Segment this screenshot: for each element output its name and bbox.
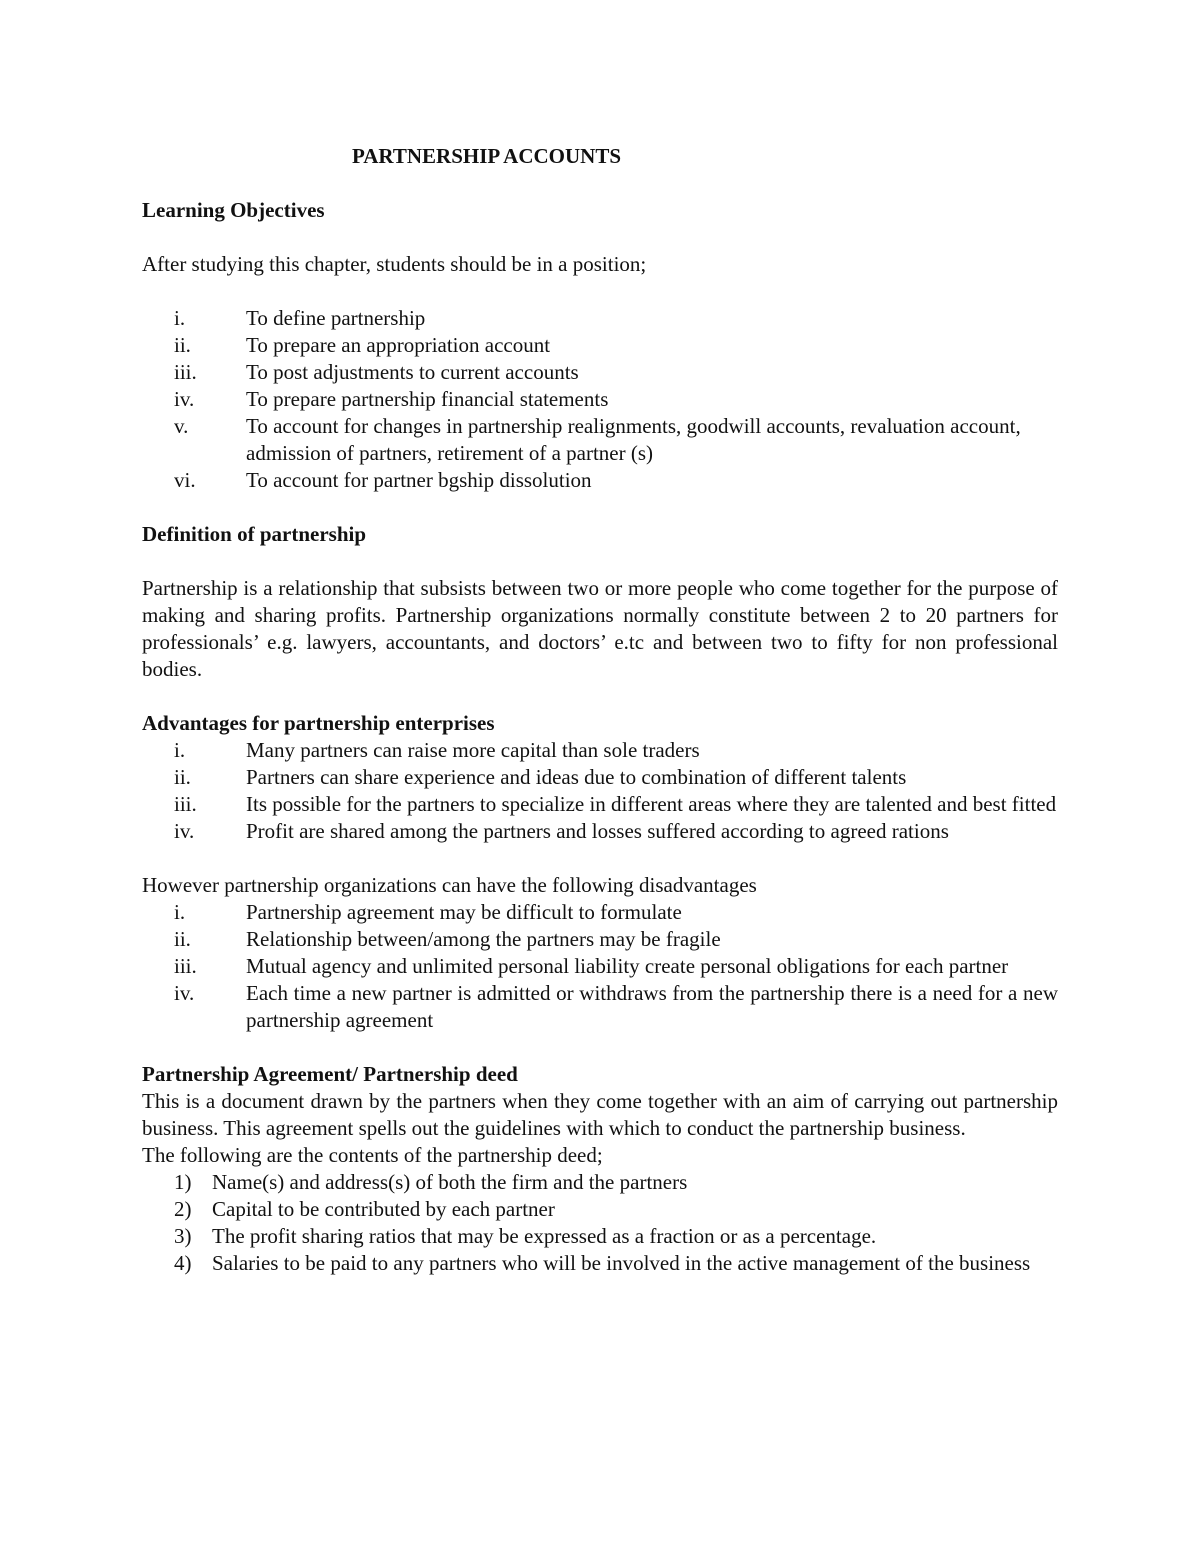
list-number: iii. [174, 360, 197, 384]
list-number: i. [174, 738, 186, 762]
list-number: i. [174, 900, 186, 924]
agreement-contents-intro: The following are the contents of the partnership deed; [142, 1143, 603, 1167]
disadvantages-intro: However partnership organizations can have the following disadvantages [142, 873, 757, 897]
list-item [142, 386, 1058, 413]
agreement-contents-list [142, 1169, 1058, 1277]
list-item [142, 818, 1058, 845]
list-text: Relationship between/among the partners may be fragile [246, 927, 721, 951]
learning-objectives-list [142, 305, 1058, 494]
list-item [142, 1196, 1058, 1223]
learning-objectives-heading: Learning Objectives [142, 198, 325, 222]
list-item [142, 1250, 1058, 1277]
list-item [142, 1223, 1058, 1250]
agreement-paragraph: This is a document drawn by the partners when they come together with an aim of carrying out partnership business. This agreement spells out the guidelines with which to conduct the partnership business. [142, 1089, 1058, 1140]
list-text: To prepare an appropriation account [246, 333, 551, 357]
list-item [142, 980, 1058, 1034]
list-text: To account for partner bgship dissolution [246, 468, 592, 492]
list-text: Salaries to be paid to any partners who will be involved in the active management of the business [212, 1251, 1031, 1275]
list-text: To post adjustments to current accounts [246, 360, 579, 384]
list-number: 4) [174, 1251, 192, 1275]
list-item [142, 926, 1058, 953]
list-item [142, 467, 1058, 494]
list-text: Many partners can raise more capital than sole traders [246, 738, 700, 762]
list-number: 2) [174, 1197, 192, 1221]
list-number: ii. [174, 765, 191, 789]
learning-objectives-intro: After studying this chapter, students should be in a position; [142, 252, 647, 276]
list-item [142, 413, 1058, 467]
list-item [142, 305, 1058, 332]
definition-heading: Definition of partnership [142, 522, 367, 546]
list-text: To prepare partnership financial statements [246, 387, 609, 411]
document-title: PARTNERSHIP ACCOUNTS [352, 144, 622, 168]
list-number: ii. [174, 927, 191, 951]
list-item [142, 953, 1058, 980]
list-number: ii. [174, 333, 191, 357]
list-number: iii. [174, 954, 197, 978]
disadvantages-list [142, 899, 1058, 1034]
document-page [142, 143, 1058, 1277]
list-text: Its possible for the partners to specialize in different areas where they are talented and best fitted [246, 792, 1057, 816]
list-text: Partners can share experience and ideas due to combination of different talents [246, 765, 907, 789]
list-item [142, 332, 1058, 359]
list-text: Partnership agreement may be difficult to formulate [246, 900, 682, 924]
list-item [142, 1169, 1058, 1196]
list-text: Capital to be contributed by each partner [212, 1197, 555, 1221]
definition-paragraph: Partnership is a relationship that subsists between two or more people who come together for the purpose of making and sharing profits. Partnership organizations normally constitute between 2 to 20 partners for professionals’ e.g. lawyers, accountants, and doctors’ e.tc and between two to fifty for non professional bodies. [142, 576, 1058, 681]
list-number: 1) [174, 1170, 192, 1194]
list-text: Profit are shared among the partners and losses suffered according to agreed rations [246, 819, 949, 843]
list-text: To account for changes in partnership realignments, goodwill accounts, revaluation account, admission of partners, retirement of a partner (s) [246, 414, 1021, 465]
list-item [142, 359, 1058, 386]
list-text: Mutual agency and unlimited personal liability create personal obligations for each partner [246, 954, 1009, 978]
list-item [142, 899, 1058, 926]
list-text: The profit sharing ratios that may be expressed as a fraction or as a percentage. [212, 1224, 877, 1248]
advantages-list [142, 737, 1058, 845]
list-number: 3) [174, 1224, 192, 1248]
list-number: iii. [174, 792, 197, 816]
list-number: vi. [174, 468, 196, 492]
list-item [142, 791, 1058, 818]
list-text: Name(s) and address(s) of both the firm and the partners [212, 1170, 688, 1194]
list-item [142, 737, 1058, 764]
list-number: iv. [174, 819, 195, 843]
list-text: To define partnership [246, 306, 426, 330]
agreement-heading: Partnership Agreement/ Partnership deed [142, 1062, 518, 1086]
list-item [142, 764, 1058, 791]
list-number: v. [174, 414, 189, 438]
list-number: iv. [174, 981, 195, 1005]
advantages-heading: Advantages for partnership enterprises [142, 711, 495, 735]
list-number: i. [174, 306, 186, 330]
list-number: iv. [174, 387, 195, 411]
list-text: Each time a new partner is admitted or withdraws from the partnership there is a need for a new partnership agreement [246, 981, 1058, 1032]
